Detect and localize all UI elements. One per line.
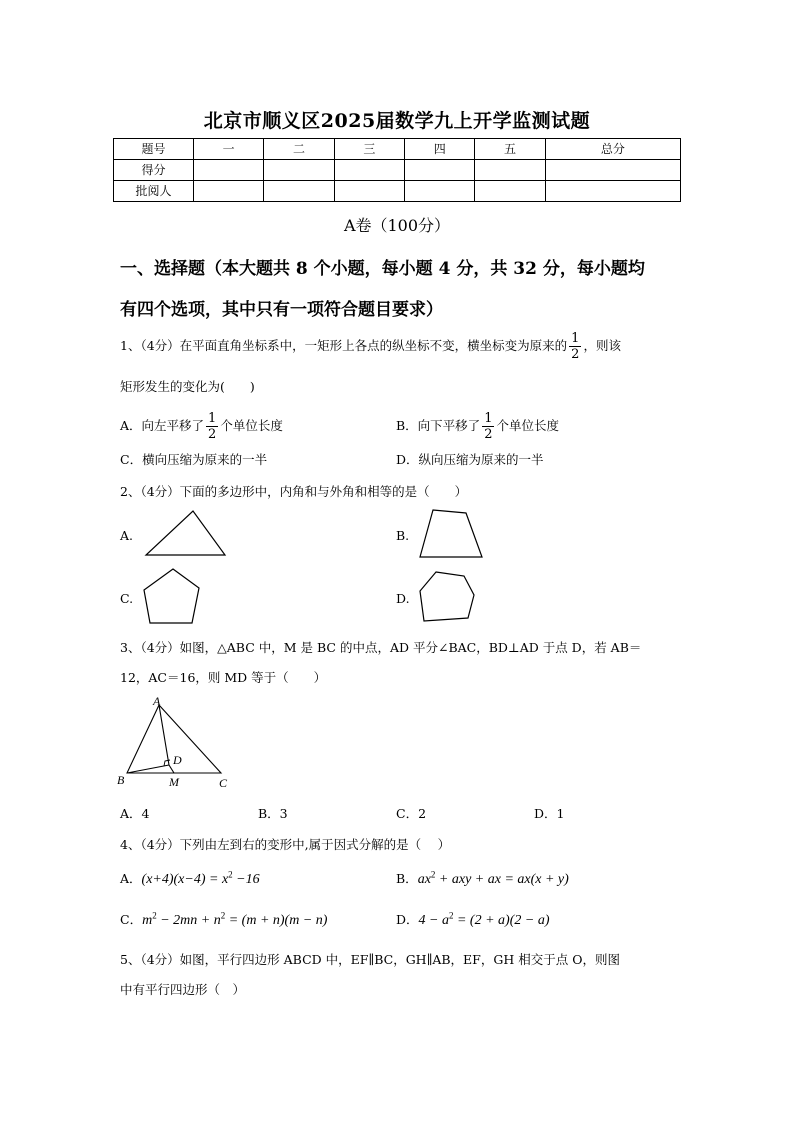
table-cell: 题号: [114, 139, 194, 160]
table-cell: 三: [334, 139, 404, 160]
section-heading-line2: 有四个选项，其中只有一项符合题目要求）: [120, 300, 443, 320]
q2-option-b-label[interactable]: B.: [396, 528, 410, 543]
table-row: [114, 139, 681, 160]
volume-heading: A卷（100分）: [343, 216, 451, 235]
table-cell: [475, 160, 545, 181]
exponent: 2: [152, 910, 157, 921]
option-letter: A．: [120, 871, 142, 886]
expr-part: (x+4)(x−4) = x: [141, 872, 229, 887]
fraction-denominator: 2: [571, 347, 580, 362]
table-cell: 一: [194, 139, 264, 160]
q3-triangle-diagram: [113, 694, 233, 792]
table-cell: 得分: [114, 160, 194, 181]
q1-option-d[interactable]: D．纵向压缩为原来的一半: [396, 452, 544, 467]
table-cell: [194, 160, 264, 181]
table-cell: [264, 181, 334, 202]
hexagon-shape: [420, 572, 474, 621]
expr-part: = (m + n)(m − n): [225, 913, 328, 928]
expr-part: − 2mn + n: [156, 913, 221, 928]
q4-option-c[interactable]: [120, 910, 327, 929]
table-row: [114, 160, 681, 181]
label-a: A: [153, 694, 161, 708]
q4-option-a-expr: [141, 869, 260, 887]
table-cell: [405, 160, 475, 181]
exponent: 2: [228, 869, 233, 880]
q1-stem-line2: 矩形发生的变化为( ): [120, 379, 255, 394]
expr-part: 4 − a: [418, 913, 449, 928]
q2-triangle-figure: [140, 505, 232, 559]
q1-stem: [120, 331, 621, 362]
score-table: [113, 138, 681, 202]
q2-stem: 2、（4分）下面的多边形中，内角和与外角和相等的是（ ）: [120, 484, 468, 499]
fraction-denominator: 2: [484, 427, 493, 442]
fraction-numerator: 1: [208, 411, 217, 426]
q4-option-b-expr: [417, 869, 569, 887]
q3-option-c[interactable]: C．2: [396, 806, 427, 821]
exponent: 2: [448, 910, 454, 921]
q1-option-a[interactable]: [120, 411, 283, 442]
q2-option-c-label[interactable]: C.: [120, 591, 134, 606]
segment-bd: [127, 765, 169, 773]
expr-part: m: [142, 913, 153, 928]
exponent: 2: [430, 869, 436, 880]
table-cell: [545, 181, 680, 202]
table-cell: 总分: [545, 139, 680, 160]
table-cell: [264, 160, 334, 181]
q4-stem: 4、（4分）下列由左到右的变形中,属于因式分解的是（ ）: [120, 837, 451, 852]
q1-option-b[interactable]: [396, 411, 559, 442]
q4-option-d[interactable]: [396, 910, 549, 929]
fraction-denominator: 2: [208, 427, 217, 442]
table-cell: [334, 181, 404, 202]
q4-option-d-expr: [418, 910, 550, 928]
table-cell: 五: [475, 139, 545, 160]
table-cell: [334, 160, 404, 181]
q3-option-d[interactable]: D．1: [534, 806, 565, 821]
option-letter: D．: [396, 912, 419, 927]
q1-stem-tail: ，则该: [583, 338, 621, 353]
option-text: 个单位长度: [496, 418, 559, 433]
table-cell: 二: [264, 139, 334, 160]
expr-part: ax: [417, 872, 431, 887]
table-cell: 批阅人: [114, 181, 194, 202]
q2-option-a-label[interactable]: A.: [120, 528, 134, 543]
label-b: B: [117, 773, 125, 787]
table-cell: [475, 181, 545, 202]
option-text: B．向下平移了: [396, 418, 481, 433]
expr-part: = (2 + a)(2 − a): [453, 913, 550, 928]
q1-option-c[interactable]: C．横向压缩为原来的一半: [120, 452, 268, 467]
q2-hexagon-figure: [414, 569, 478, 625]
q2-pentagon-figure: [140, 566, 204, 628]
expr-part: + axy + ax = ax(x + y): [435, 872, 569, 887]
q3-stem-line2: 12，AC＝16，则 MD 等于（ ）: [120, 670, 327, 685]
q3-option-b[interactable]: B．3: [258, 806, 288, 821]
q4-option-c-expr: [142, 910, 328, 928]
q3-option-a[interactable]: A．4: [120, 806, 150, 821]
label-d: D: [173, 753, 182, 767]
triangle-shape: [146, 511, 225, 555]
page-title: 北京市顺义区2025届数学九上开学监测试题: [203, 110, 591, 132]
q1-fraction: [569, 331, 581, 362]
q2-option-d-label[interactable]: D.: [396, 591, 410, 606]
exponent: 2: [220, 910, 226, 921]
fraction-numerator: 1: [484, 411, 493, 426]
q4-option-a[interactable]: [120, 869, 260, 888]
q3-stem: 3、（4分）如图，△ABC 中，M 是 BC 的中点，AD 平分∠BAC，BD⊥AD 于点 D，若 AB＝: [120, 640, 642, 655]
section-heading-line1: 一、选择题（本大题共 8 个小题，每小题 4 分，共 32 分，每小题均: [120, 259, 645, 279]
option-text: 个单位长度: [220, 418, 283, 433]
option-letter: B．: [396, 871, 418, 886]
q5-stem: 5、（4分）如图，平行四边形 ABCD 中，EF∥BC，GH∥AB，EF，GH 相交于点 O，则图: [120, 952, 620, 967]
table-row: [114, 181, 681, 202]
table-cell: 四: [405, 139, 475, 160]
fraction-numerator: 1: [571, 331, 580, 346]
q5-stem-line2: 中有平行四边形（ ）: [120, 982, 246, 997]
table-cell: [194, 181, 264, 202]
label-m: M: [169, 775, 179, 789]
pentagon-shape: [144, 569, 199, 623]
q4-option-b[interactable]: [396, 869, 569, 888]
expr-part: −16: [232, 872, 260, 887]
quadrilateral-shape: [420, 510, 482, 557]
table-cell: [545, 160, 680, 181]
option-letter: C．: [120, 912, 143, 927]
q1-option-b-fraction: [482, 411, 494, 442]
q1-stem-text: 1、（4分）在平面直角坐标系中，一矩形上各点的纵坐标不变，横坐标变为原来的: [120, 338, 568, 353]
option-text: A．向左平移了: [120, 418, 205, 433]
q2-quadrilateral-figure: [414, 505, 490, 561]
label-c: C: [219, 776, 228, 790]
q1-option-a-fraction: [206, 411, 218, 442]
table-cell: [405, 181, 475, 202]
